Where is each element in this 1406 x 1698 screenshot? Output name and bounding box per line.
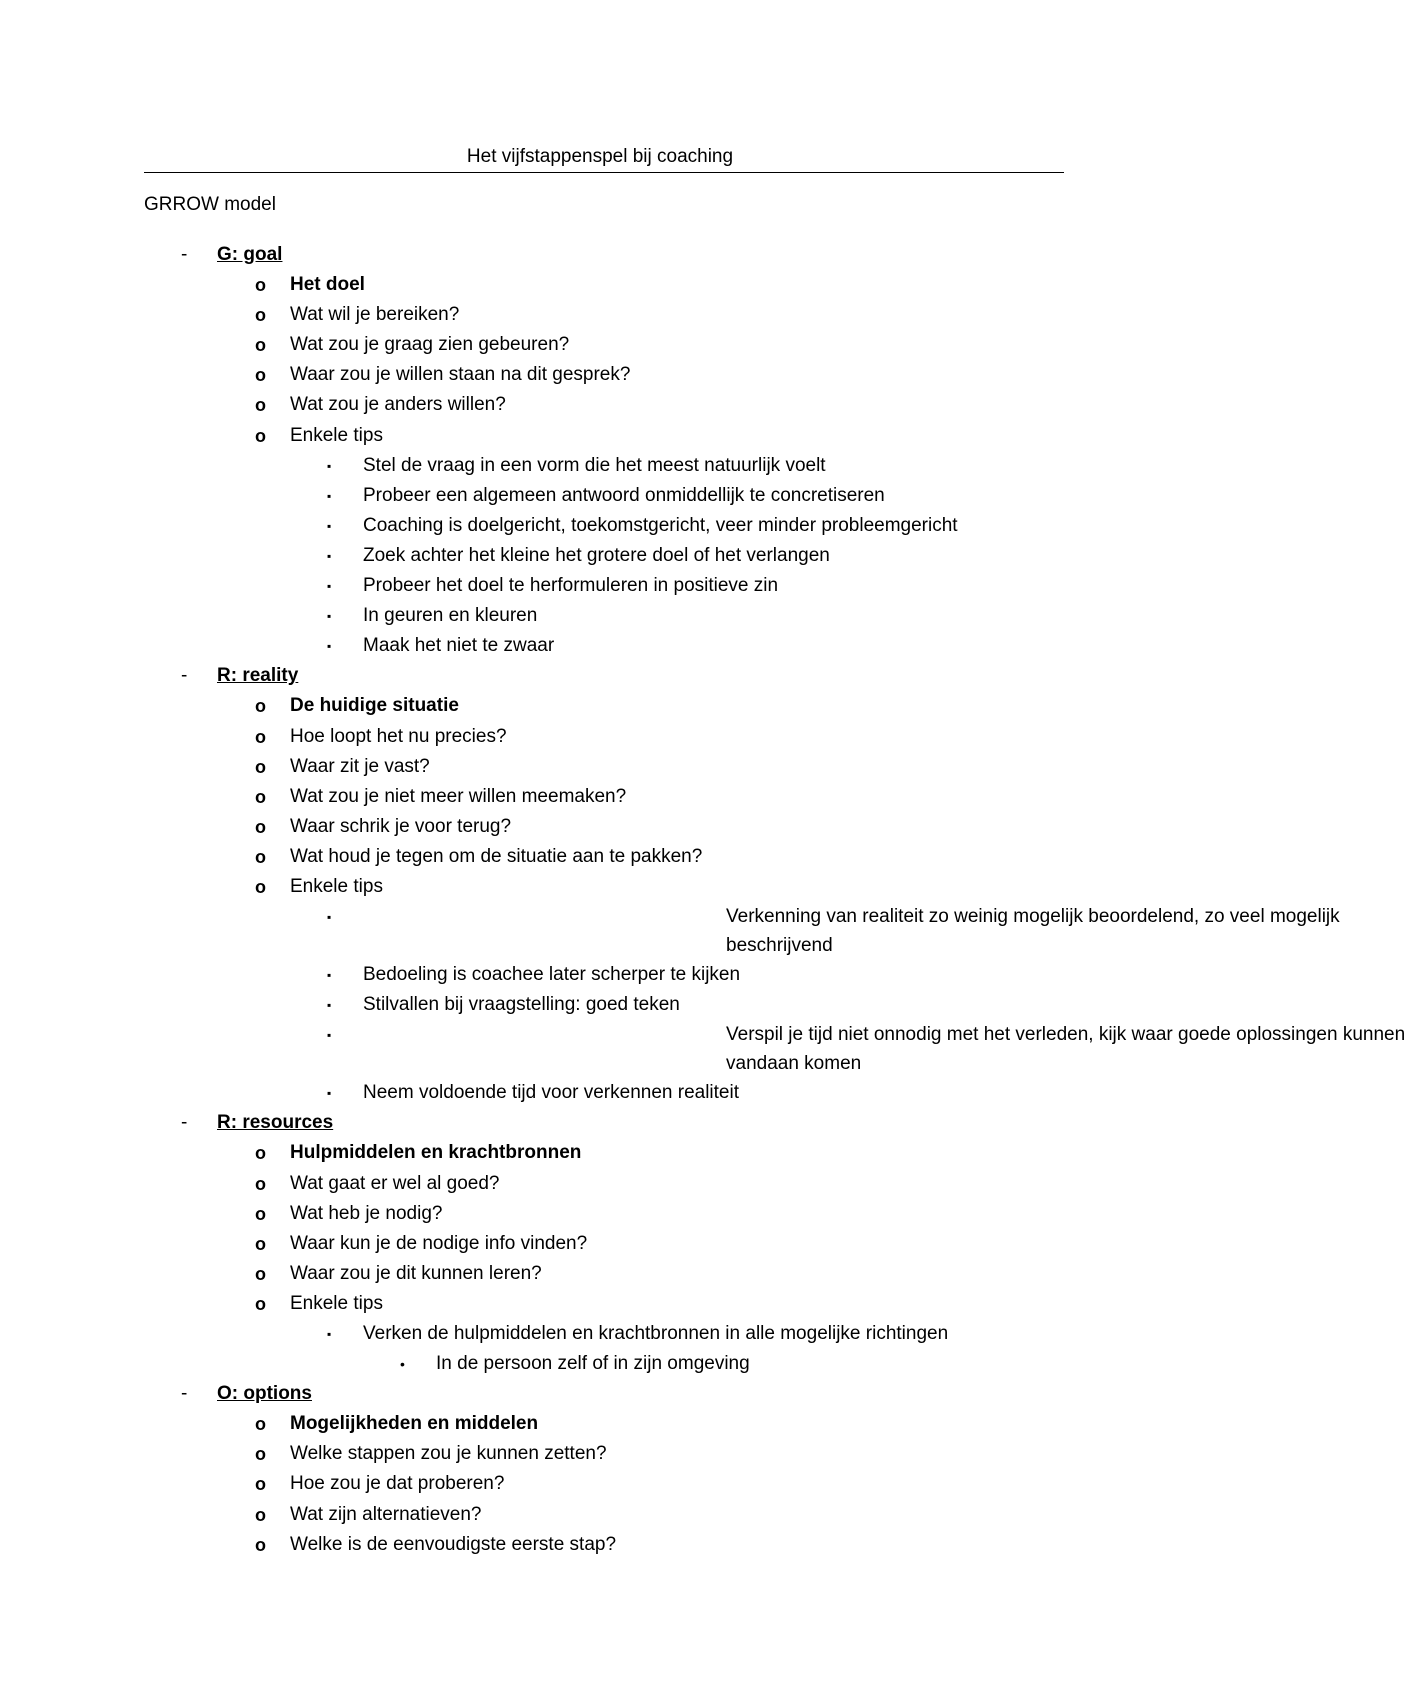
bullet-marker: ▪	[327, 488, 332, 503]
bullet-marker: ▪	[327, 1086, 332, 1101]
list-item	[0, 902, 1340, 960]
list-item-text: Verspil je tijd niet onnodig met het verleden, kijk waar goede oplossingen kunnen vandaan komen	[726, 1024, 1406, 1075]
list-item-text: Enkele tips	[290, 1292, 383, 1314]
list-item-text: Maak het niet te zwaar	[363, 635, 555, 657]
list-item	[0, 390, 1200, 420]
bullet-marker: o	[255, 335, 266, 356]
model-title: GRROW model	[144, 194, 276, 215]
list-item-text: O: options	[217, 1383, 312, 1405]
list-item	[0, 1020, 1406, 1078]
bullet-marker: -	[181, 1112, 188, 1134]
list-item-text: G: goal	[217, 244, 283, 265]
section-heading	[0, 1108, 1200, 1138]
list-item	[0, 511, 1200, 541]
bullet-marker: o	[255, 1203, 266, 1224]
list-item-text: Welke stappen zou je kunnen zetten?	[290, 1443, 607, 1465]
list-item	[0, 1319, 1200, 1349]
bullet-marker: o	[255, 1444, 266, 1465]
list-item	[0, 541, 1200, 571]
section-heading	[0, 240, 1200, 270]
list-item-text: Hoe loopt het nu precies?	[290, 725, 507, 747]
list-item	[0, 722, 1200, 752]
section-heading	[0, 1379, 1200, 1409]
bullet-marker: ▪	[327, 579, 332, 594]
list-item	[0, 300, 1200, 330]
list-item	[0, 421, 1200, 451]
list-item-text: Probeer een algemeen antwoord onmiddellijk te concretiseren	[363, 484, 885, 506]
list-item	[0, 872, 1200, 902]
bullet-marker: o	[255, 696, 266, 717]
list-item-text: Stilvallen bij vraagstelling: goed teken	[363, 994, 680, 1016]
list-item	[0, 1349, 1200, 1379]
list-item-text: Wat zou je anders willen?	[290, 394, 506, 416]
list-item-text: Mogelijkheden en middelen	[290, 1413, 539, 1435]
list-item	[0, 1469, 1200, 1499]
list-item	[0, 812, 1200, 842]
list-item	[0, 691, 1200, 721]
bullet-marker: o	[255, 816, 266, 837]
bullet-marker: o	[255, 846, 266, 867]
bullet-marker: o	[255, 786, 266, 807]
list-item	[0, 1169, 1200, 1199]
bullet-marker: ▪	[327, 609, 332, 624]
bullet-marker: o	[255, 1143, 266, 1164]
list-item-text: Wat heb je nodig?	[290, 1202, 443, 1224]
bullet-marker: o	[255, 1504, 266, 1525]
list-item-text: Waar kun je de nodige info vinden?	[290, 1232, 588, 1254]
list-item-text: Verkenning van realiteit zo weinig mogelijk beoordelend, zo veel mogelijk beschrijvend	[726, 906, 1340, 957]
list-item-text: Probeer het doel te herformuleren in positieve zin	[363, 575, 779, 597]
bullet-marker: o	[255, 726, 266, 747]
bullet-marker: ▪	[327, 518, 332, 533]
bullet-marker: o	[255, 275, 266, 296]
bullet-marker: o	[255, 756, 266, 777]
outline-list	[0, 240, 1406, 1560]
list-item	[0, 990, 1200, 1020]
bullet-marker: o	[255, 1233, 266, 1254]
list-item	[0, 1289, 1200, 1319]
list-item	[0, 571, 1200, 601]
list-item-text: Enkele tips	[290, 424, 383, 446]
list-item-text: De huidige situatie	[290, 695, 459, 717]
list-item	[0, 1229, 1200, 1259]
list-item-text: Neem voldoende tijd voor verkennen realiteit	[363, 1082, 739, 1104]
list-item	[0, 330, 1200, 360]
bullet-marker: o	[255, 1534, 266, 1555]
list-item	[0, 631, 1200, 661]
bullet-marker: o	[255, 1293, 266, 1314]
bullet-marker: ▪	[327, 1327, 332, 1341]
bullet-marker: o	[255, 876, 266, 897]
list-item	[0, 782, 1200, 812]
list-item-text: Hoe zou je dat proberen?	[290, 1473, 505, 1495]
list-item-text: Wat zou je graag zien gebeuren?	[290, 334, 570, 356]
bullet-marker: ▪	[327, 1028, 332, 1043]
list-item-text: Hulpmiddelen en krachtbronnen	[290, 1142, 582, 1164]
page-title: Het vijfstappenspel bij coaching	[466, 146, 734, 167]
list-item	[0, 451, 1200, 481]
bullet-marker: •	[400, 1356, 405, 1373]
list-item	[0, 752, 1200, 782]
list-item	[0, 1078, 1200, 1108]
list-item-text: Welke is de eenvoudigste eerste stap?	[290, 1533, 617, 1555]
list-item	[0, 1199, 1200, 1229]
list-item-text: Het doel	[290, 274, 365, 296]
bullet-marker: o	[255, 305, 266, 326]
list-item	[0, 1259, 1200, 1289]
list-item	[0, 1439, 1200, 1469]
list-item-text: Wat houd je tegen om de situatie aan te pakken?	[290, 845, 703, 867]
list-item-text: R: reality	[217, 665, 299, 687]
bullet-marker: o	[255, 1173, 266, 1194]
bullet-marker: -	[181, 1383, 188, 1405]
list-item-text: Wat gaat er wel al goed?	[290, 1172, 500, 1194]
list-item	[0, 960, 1200, 990]
list-item	[0, 1409, 1200, 1439]
list-item-text: R: resources	[217, 1112, 334, 1134]
list-item-text: Waar zou je willen staan na dit gesprek?	[290, 364, 631, 386]
list-item	[0, 1500, 1200, 1530]
bullet-marker: o	[255, 1263, 266, 1284]
list-item	[0, 1530, 1200, 1560]
list-item	[0, 1138, 1200, 1168]
list-item-text: Waar schrik je voor terug?	[290, 815, 512, 837]
bullet-marker: ▪	[327, 548, 332, 563]
list-item-text: Waar zou je dit kunnen leren?	[290, 1262, 542, 1284]
bullet-marker: ▪	[327, 910, 332, 925]
bullet-marker: o	[255, 395, 266, 416]
bullet-marker: ▪	[327, 458, 332, 473]
header-divider	[144, 172, 1064, 173]
bullet-marker: ▪	[327, 968, 332, 983]
list-item-text: Bedoeling is coachee later scherper te kijken	[363, 964, 741, 986]
section-heading	[0, 661, 1200, 691]
bullet-marker: o	[255, 425, 266, 446]
bullet-marker: o	[255, 1474, 266, 1495]
list-item-text: Stel de vraag in een vorm die het meest natuurlijk voelt	[363, 454, 826, 476]
list-item-text: Wat wil je bereiken?	[290, 304, 460, 326]
list-item-text: In de persoon zelf of in zijn omgeving	[436, 1353, 750, 1375]
list-item-text: Coaching is doelgericht, toekomstgericht, veer minder probleemgericht	[363, 514, 958, 536]
list-item	[0, 270, 1200, 300]
bullet-marker: o	[255, 1414, 266, 1435]
bullet-marker: -	[181, 665, 188, 687]
bullet-marker: -	[181, 244, 188, 265]
list-item-text: Verken de hulpmiddelen en krachtbronnen in alle mogelijke richtingen	[363, 1323, 949, 1344]
list-item	[0, 601, 1200, 631]
list-item-text: Enkele tips	[290, 875, 383, 897]
list-item	[0, 481, 1200, 511]
list-item	[0, 360, 1200, 390]
list-item-text: Waar zit je vast?	[290, 755, 430, 777]
bullet-marker: ▪	[327, 639, 332, 654]
bullet-marker: ▪	[327, 998, 332, 1013]
list-item-text: Zoek achter het kleine het grotere doel of het verlangen	[363, 544, 830, 566]
list-item	[0, 842, 1200, 872]
list-item-text: Wat zijn alternatieven?	[290, 1503, 482, 1525]
bullet-marker: o	[255, 365, 266, 386]
list-item-text: Wat zou je niet meer willen meemaken?	[290, 785, 627, 807]
list-item-text: In geuren en kleuren	[363, 605, 538, 627]
